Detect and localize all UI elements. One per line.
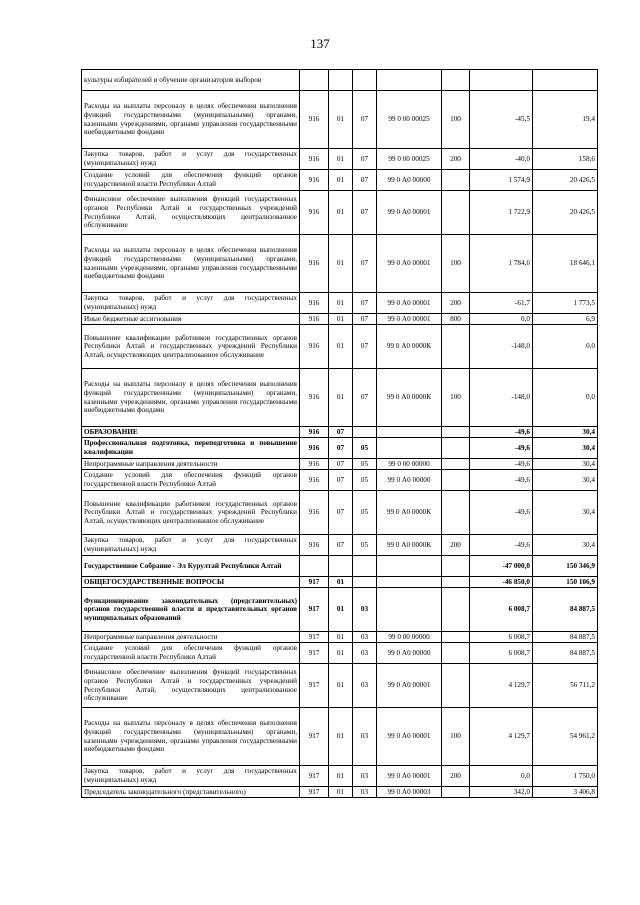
amount-total: 158,6: [533, 149, 598, 170]
expense-type: [442, 470, 470, 491]
amount-total: 0,0: [533, 369, 598, 427]
subsection-code: [353, 427, 377, 438]
amount-change: -148,0: [470, 369, 533, 427]
table-row: [82, 427, 598, 438]
row-name: Создание условий для обеспечения функций органов государственной власти Республики Алтай: [82, 470, 300, 491]
subsection-code: 07: [353, 149, 377, 170]
amount-total: 30,4: [533, 427, 598, 438]
ministry-code: [300, 556, 329, 577]
table-row: [82, 556, 598, 577]
subsection-code: 03: [353, 708, 377, 766]
subsection-code: [353, 577, 377, 588]
amount-change: 1 574,9: [470, 170, 533, 191]
ministry-code: 916: [300, 535, 329, 556]
subsection-code: 05: [353, 438, 377, 459]
amount-change: -49,6: [470, 491, 533, 535]
section-code: 01: [329, 325, 353, 369]
row-name: культуры избирателей и обучение организаторов выборов: [82, 70, 300, 91]
section-code: 07: [329, 459, 353, 470]
target-article: 99 0 А0 00000: [377, 170, 442, 191]
subsection-code: 07: [353, 235, 377, 293]
row-name: Создание условий для обеспечения функций органов государственной власти Республики Алтай: [82, 643, 300, 664]
row-name: Расходы на выплаты персоналу в целях обеспечения выполнения функций государственными (муниципальными) органами, казенными учреждениями, органами управления государственными внебюджетными фондами: [82, 235, 300, 293]
row-name: Государственное Собрание - Эл Курултай Республики Алтай: [82, 556, 300, 577]
amount-change: 0,0: [470, 766, 533, 787]
amount-change: 4 129,7: [470, 664, 533, 708]
amount-change: -61,7: [470, 293, 533, 314]
table-row: [82, 149, 598, 170]
section-code: 01: [329, 91, 353, 149]
row-name: Закупка товаров, работ и услуг для государственных (муниципальных) нужд: [82, 535, 300, 556]
ministry-code: 917: [300, 787, 329, 798]
amount-change: 4 129,7: [470, 708, 533, 766]
expense-type: [442, 787, 470, 798]
table-row: [82, 235, 598, 293]
amount-change: 1 722,9: [470, 191, 533, 235]
expense-type: 200: [442, 293, 470, 314]
row-name: Закупка товаров, работ и услуг для государственных (муниципальных) нужд: [82, 149, 300, 170]
section-code: [329, 70, 353, 91]
amount-change: -49,6: [470, 459, 533, 470]
section-code: 01: [329, 369, 353, 427]
amount-total: 54 961,2: [533, 708, 598, 766]
section-code: 07: [329, 427, 353, 438]
amount-total: 84 887,5: [533, 588, 598, 632]
ministry-code: 916: [300, 191, 329, 235]
ministry-code: 916: [300, 491, 329, 535]
amount-total: 18 646,1: [533, 235, 598, 293]
row-name: Профессиональная подготовка, переподготовка и повышение квалификации: [82, 438, 300, 459]
amount-change: -46 850,0: [470, 577, 533, 588]
amount-total: 20 426,5: [533, 170, 598, 191]
ministry-code: 916: [300, 325, 329, 369]
ministry-code: 916: [300, 293, 329, 314]
section-code: 01: [329, 235, 353, 293]
subsection-code: 05: [353, 470, 377, 491]
target-article: 99 0 А0 00001: [377, 293, 442, 314]
expense-type: 100: [442, 235, 470, 293]
ministry-code: 917: [300, 643, 329, 664]
expense-type: [442, 491, 470, 535]
row-name: Функционирование законодательных (представительных) органов государственной власти и представительных органов муниципальных образований: [82, 588, 300, 632]
subsection-code: 07: [353, 325, 377, 369]
table-row: [82, 170, 598, 191]
subsection-code: 07: [353, 293, 377, 314]
section-code: 07: [329, 438, 353, 459]
ministry-code: 916: [300, 470, 329, 491]
table-row: [82, 293, 598, 314]
amount-total: 30,4: [533, 470, 598, 491]
expense-type: 200: [442, 149, 470, 170]
row-name: Расходы на выплаты персоналу в целях обеспечения выполнения функций государственными (муниципальными) органами, казенными учреждениями, органами управления государственными внебюджетными фондами: [82, 369, 300, 427]
section-code: 01: [329, 787, 353, 798]
row-name: Расходы на выплаты персоналу в целях обеспечения выполнения функций государственными (муниципальными) органами, казенными учреждениями, органами управления государственными внебюджетными фондами: [82, 91, 300, 149]
table-row: [82, 438, 598, 459]
section-code: 01: [329, 149, 353, 170]
section-code: 07: [329, 470, 353, 491]
target-article: 99 0 А0 00000: [377, 643, 442, 664]
target-article: [377, 556, 442, 577]
amount-change: 342,0: [470, 787, 533, 798]
section-code: 01: [329, 577, 353, 588]
ministry-code: 916: [300, 438, 329, 459]
table-row: [82, 91, 598, 149]
target-article: 99 0 00 00000: [377, 459, 442, 470]
table-row: [82, 314, 598, 325]
ministry-code: 916: [300, 314, 329, 325]
amount-change: 0,0: [470, 314, 533, 325]
row-name: Непрограммные направления деятельности: [82, 632, 300, 643]
amount-change: 6 008,7: [470, 588, 533, 632]
section-code: 01: [329, 632, 353, 643]
row-name: Создание условий для обеспечения функций органов государственной власти Республики Алтай: [82, 170, 300, 191]
budget-table: [81, 69, 598, 798]
target-article: [377, 427, 442, 438]
subsection-code: 03: [353, 766, 377, 787]
expense-type: 100: [442, 369, 470, 427]
ministry-code: 916: [300, 170, 329, 191]
ministry-code: 917: [300, 577, 329, 588]
amount-total: 84 887,5: [533, 643, 598, 664]
target-article: 99 0 А0 00001: [377, 664, 442, 708]
expense-type: [442, 577, 470, 588]
ministry-code: 917: [300, 588, 329, 632]
target-article: [377, 70, 442, 91]
amount-total: 30,4: [533, 491, 598, 535]
amount-total: 84 887,5: [533, 632, 598, 643]
section-code: 01: [329, 643, 353, 664]
budget-table-body: [82, 70, 598, 798]
ministry-code: 916: [300, 427, 329, 438]
subsection-code: [353, 556, 377, 577]
subsection-code: 03: [353, 643, 377, 664]
table-row: [82, 632, 598, 643]
amount-change: -40,0: [470, 149, 533, 170]
amount-total: 150 106,9: [533, 577, 598, 588]
target-article: [377, 588, 442, 632]
subsection-code: [353, 70, 377, 91]
amount-change: -49,6: [470, 535, 533, 556]
ministry-code: 917: [300, 708, 329, 766]
table-row: [82, 491, 598, 535]
page-number: 137: [310, 36, 330, 51]
amount-total: 30,4: [533, 438, 598, 459]
section-code: 01: [329, 191, 353, 235]
table-row: [82, 643, 598, 664]
target-article: 99 0 А0 00001: [377, 235, 442, 293]
target-article: 99 0 00 00025: [377, 149, 442, 170]
row-name: Иные бюджетные ассигнования: [82, 314, 300, 325]
row-name: ОБЩЕГОСУДАРСТВЕННЫЕ ВОПРОСЫ: [82, 577, 300, 588]
section-code: 07: [329, 491, 353, 535]
amount-change: -49,6: [470, 470, 533, 491]
table-row: [82, 766, 598, 787]
amount-change: 6 008,7: [470, 632, 533, 643]
table-row: [82, 577, 598, 588]
table-row: [82, 459, 598, 470]
row-name: Расходы на выплаты персоналу в целях обеспечения выполнения функций государственными (муниципальными) органами, казенными учреждениями, органами управления государственными внебюджетными фондами: [82, 708, 300, 766]
section-code: 01: [329, 588, 353, 632]
ministry-code: 916: [300, 149, 329, 170]
section-code: 07: [329, 535, 353, 556]
subsection-code: 05: [353, 535, 377, 556]
subsection-code: 03: [353, 632, 377, 643]
expense-type: 800: [442, 314, 470, 325]
amount-change: [470, 70, 533, 91]
row-name: Председатель законодательного (представительного): [82, 787, 300, 798]
table-row: [82, 535, 598, 556]
subsection-code: 07: [353, 170, 377, 191]
table-row: [82, 470, 598, 491]
subsection-code: 07: [353, 91, 377, 149]
expense-type: 200: [442, 766, 470, 787]
target-article: 99 0 00 00000: [377, 632, 442, 643]
row-name: Непрограммные направления деятельности: [82, 459, 300, 470]
target-article: 99 0 А0 0000К: [377, 325, 442, 369]
target-article: 99 0 А0 00001: [377, 191, 442, 235]
amount-total: 19,4: [533, 91, 598, 149]
amount-total: 3 406,8: [533, 787, 598, 798]
section-code: 01: [329, 766, 353, 787]
target-article: [377, 438, 442, 459]
expense-type: [442, 427, 470, 438]
target-article: 99 0 А0 0000К: [377, 535, 442, 556]
amount-total: [533, 70, 598, 91]
amount-change: 1 784,6: [470, 235, 533, 293]
table-row: [82, 369, 598, 427]
table-row: [82, 664, 598, 708]
table-row: [82, 708, 598, 766]
target-article: 99 0 А0 00000: [377, 470, 442, 491]
expense-type: [442, 643, 470, 664]
row-name: ОБРАЗОВАНИЕ: [82, 427, 300, 438]
amount-change: -49,6: [470, 427, 533, 438]
target-article: 99 0 А0 00003: [377, 787, 442, 798]
subsection-code: 03: [353, 588, 377, 632]
subsection-code: 07: [353, 191, 377, 235]
subsection-code: 05: [353, 459, 377, 470]
expense-type: [442, 664, 470, 708]
section-code: 01: [329, 708, 353, 766]
subsection-code: 03: [353, 787, 377, 798]
amount-total: 30,4: [533, 459, 598, 470]
target-article: 99 0 А0 00001: [377, 314, 442, 325]
target-article: 99 0 А0 0000К: [377, 491, 442, 535]
table-row: [82, 325, 598, 369]
target-article: [377, 577, 442, 588]
amount-total: 1 773,5: [533, 293, 598, 314]
ministry-code: 917: [300, 766, 329, 787]
ministry-code: 917: [300, 632, 329, 643]
amount-total: 150 346,9: [533, 556, 598, 577]
subsection-code: 05: [353, 491, 377, 535]
amount-total: 0,0: [533, 325, 598, 369]
section-code: 01: [329, 664, 353, 708]
expense-type: [442, 170, 470, 191]
expense-type: [442, 438, 470, 459]
subsection-code: 03: [353, 664, 377, 708]
amount-total: 20 426,5: [533, 191, 598, 235]
subsection-code: 07: [353, 369, 377, 427]
table-row: [82, 787, 598, 798]
row-name: Повышение квалификации работников государственных органов Республики Алтай и государственных учреждений Республики Алтай, осуществляющих централизованное обслуживание: [82, 491, 300, 535]
expense-type: 100: [442, 708, 470, 766]
section-code: 01: [329, 170, 353, 191]
amount-change: -49,6: [470, 438, 533, 459]
ministry-code: 916: [300, 369, 329, 427]
expense-type: 200: [442, 535, 470, 556]
row-name: Закупка товаров, работ и услуг для государственных (муниципальных) нужд: [82, 293, 300, 314]
ministry-code: 916: [300, 459, 329, 470]
expense-type: [442, 556, 470, 577]
amount-total: 30,4: [533, 535, 598, 556]
expense-type: [442, 459, 470, 470]
amount-total: 56 711,2: [533, 664, 598, 708]
table-row: [82, 191, 598, 235]
amount-change: 6 008,7: [470, 643, 533, 664]
section-code: [329, 556, 353, 577]
target-article: 99 0 А0 00001: [377, 708, 442, 766]
target-article: 99 0 00 00025: [377, 91, 442, 149]
target-article: 99 0 А0 0000К: [377, 369, 442, 427]
row-name: Закупка товаров, работ и услуг для государственных (муниципальных) нужд: [82, 766, 300, 787]
row-name: Финансовое обеспечение выполнения функций государственных органов Республики Алтай и государственных учреждений Республики Алтай, осуществляющих централизованное обслуживание: [82, 191, 300, 235]
ministry-code: [300, 70, 329, 91]
amount-change: -47 000,0: [470, 556, 533, 577]
expense-type: 100: [442, 91, 470, 149]
subsection-code: 07: [353, 314, 377, 325]
expense-type: [442, 588, 470, 632]
expense-type: [442, 191, 470, 235]
section-code: 01: [329, 314, 353, 325]
amount-total: 1 750,0: [533, 766, 598, 787]
row-name: Повышение квалификации работников государственных органов Республики Алтай и государственных учреждений Республики Алтай, осуществляющих централизованное обслуживание: [82, 325, 300, 369]
amount-total: 6,9: [533, 314, 598, 325]
ministry-code: 917: [300, 664, 329, 708]
ministry-code: 916: [300, 235, 329, 293]
table-row: [82, 588, 598, 632]
row-name: Финансовое обеспечение выполнения функций государственных органов Республики Алтай и государственных учреждений Республики Алтай, осуществляющих централизованное обслуживание: [82, 664, 300, 708]
ministry-code: 916: [300, 91, 329, 149]
target-article: 99 0 А0 00001: [377, 766, 442, 787]
amount-change: -45,5: [470, 91, 533, 149]
table-row: [82, 70, 598, 91]
section-code: 01: [329, 293, 353, 314]
expense-type: [442, 70, 470, 91]
expense-type: [442, 325, 470, 369]
amount-change: -148,0: [470, 325, 533, 369]
expense-type: [442, 632, 470, 643]
